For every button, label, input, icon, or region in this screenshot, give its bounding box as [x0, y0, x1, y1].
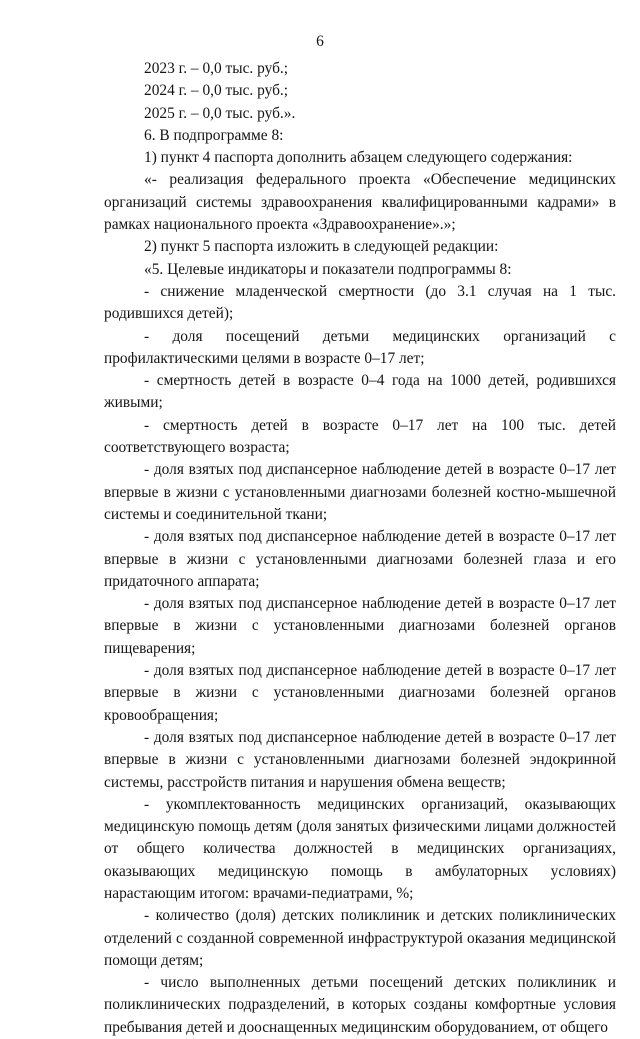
indicator-preventive-visits: - доля посещений детьми медицинских организаций с профилактическими целями в возрасте 0–17 лет; [104, 327, 616, 367]
indicators-heading: «5. Целевые индикаторы и показатели подпрограммы 8: [144, 260, 512, 278]
page-number: 6 [316, 33, 324, 50]
indicator-polyclinics-infrastructure: - количество (доля) детских поликлиник и детских поликлинических отделений с созданной современной инфраструктурой оказания медицинской помощи детям; [104, 907, 616, 969]
indicator-digestive: - доля взятых под диспансерное наблюдение детей в возрасте 0–17 лет впервые в жизни с установленными диагнозами болезней органов пищеварения; [104, 595, 616, 657]
inserted-paragraph-federal-project: «- реализация федерального проекта «Обеспечение медицинских организаций системы здравоохранения квалифицированными кадрами» в рамках национального проекта «Здравоохранение».»; [104, 171, 616, 234]
amendment-item-2: 2) пункт 5 паспорта изложить в следующей редакции: [144, 238, 499, 256]
indicator-comfortable-visits: - число выполненных детьми посещений детских поликлиник и поликлинических подразделений, в которых созданы комфортные условия пребывания детей и дооснащенных медицинским оборудованием, от общего [104, 974, 616, 1036]
section-heading-subprogram-8: 6. В подпрограмме 8: [144, 126, 284, 144]
amendment-item-1: 1) пункт 4 паспорта дополнить абзацем следующего содержания: [144, 149, 573, 167]
funding-line-2025: 2025 г. – 0,0 тыс. руб.». [144, 104, 296, 122]
indicator-eye: - доля взятых под диспансерное наблюдение детей в возрасте 0–17 лет впервые в жизни с установленными диагнозами болезней глаза и его придаточного аппарата; [104, 528, 616, 590]
indicator-mortality-0-17: - смертность детей в возрасте 0–17 лет на 100 тыс. детей соответствующего возраста; [104, 416, 616, 457]
funding-line-2023: 2023 г. – 0,0 тыс. руб.; [144, 60, 289, 77]
indicator-infant-mortality: - снижение младенческой смертности (до 3.1 случая на 1 тыс. родившихся детей); [104, 282, 616, 323]
indicator-staffing-pediatricians: - укомплектованность медицинских организаций, оказывающих медицинскую помощь детям (доля занятых физическими лицами должностей от общего количества должностей в медицинских организациях, оказывающих медицинскую помощь в амбулаторных условиях) нарастающим итогом: врачами-педиатрами, %; [104, 795, 616, 902]
indicator-endocrine: - доля взятых под диспансерное наблюдение детей в возрасте 0–17 лет впервые в жизни с установленными диагнозами болезней эндокринной системы, расстройств питания и нарушения обмена веществ; [104, 728, 616, 791]
indicator-musculoskeletal: - доля взятых под диспансерное наблюдение детей в возрасте 0–17 лет впервые в жизни с установленными диагнозами болезней костно-мышечной системы и соединительной ткани; [104, 461, 616, 523]
indicator-circulatory: - доля взятых под диспансерное наблюдение детей в возрасте 0–17 лет впервые в жизни с установленными диагнозами болезней органов кровообращения; [104, 662, 616, 724]
funding-line-2024: 2024 г. – 0,0 тыс. руб.; [144, 82, 289, 100]
document-body [104, 58, 616, 1039]
indicator-mortality-0-4: - смертность детей в возрасте 0–4 года на 1000 детей, родившихся живыми; [104, 372, 616, 412]
